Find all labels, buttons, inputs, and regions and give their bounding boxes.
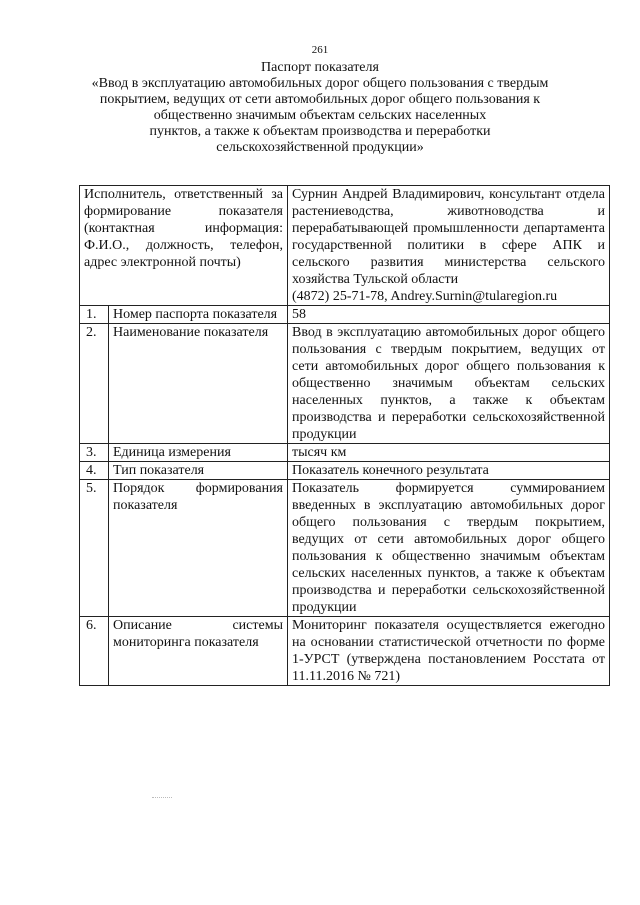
scan-artifact xyxy=(152,797,172,799)
document-title: Паспорт показателя xyxy=(261,60,379,75)
row-value: Показатель конечного результата xyxy=(288,462,610,480)
row-value: Мониторинг показателя осуществляется ежегодно на основании статистической отчетности по форме 1-УРСТ (утверждена постановлением Росстата от 11.11.2016 № 721) xyxy=(288,617,610,686)
row-number: 5. xyxy=(80,480,109,617)
row-value: Ввод в эксплуатацию автомобильных дорог общего пользования с твердым покрытием, ведущих от сети автомобильных дорог общего пользования к общественно значимым объектам сельских населенных пунктов, а также к объектам производства и переработки сельскохозяйственной продукции xyxy=(288,324,610,444)
row-label: Описание системы мониторинга показателя xyxy=(109,617,288,686)
executor-label: Исполнитель, ответственный за формирование показателя (контактная информация: Ф.И.О., должность, телефон, адрес электронной почты) xyxy=(80,186,288,306)
document-header xyxy=(80,60,560,156)
row-number: 4. xyxy=(80,462,109,480)
document-subtitle-line: покрытием, ведущих от сети автомобильных дорог общего пользования к xyxy=(99,92,541,107)
page-number: 261 xyxy=(311,44,329,56)
table-row xyxy=(80,444,610,462)
executor-contact: (4872) 25-71-78, Andrey.Surnin@tularegion.ru xyxy=(292,289,558,304)
row-number: 3. xyxy=(80,444,109,462)
table-row xyxy=(80,462,610,480)
table-row xyxy=(80,324,610,444)
table-row xyxy=(80,306,610,324)
row-label: Единица измерения xyxy=(109,444,288,462)
table-row xyxy=(80,480,610,617)
document-subtitle-line: сельскохозяйственной продукции» xyxy=(216,140,424,155)
executor-value: Сурнин Андрей Владимирович, консультант отдела растениеводства, животноводства и перерабатывающей промышленности департамента государственной политики в сфере АПК и сельского развития министерства сельского хозяйства Тульской области xyxy=(292,187,605,287)
table-row xyxy=(80,617,610,686)
row-value: тысяч км xyxy=(288,444,610,462)
row-value: Показатель формируется суммированием введенных в эксплуатацию автомобильных дорог общего пользования с твердым покрытием, ведущих от сети автомобильных дорог общего пользования к общественно значимым объектам сельских населенных пунктов, а также к объектам производства и переработки сельскохозяйственной продукции xyxy=(288,480,610,617)
row-label: Тип показателя xyxy=(109,462,288,480)
document-subtitle-line: «Ввод в эксплуатацию автомобильных дорог общего пользования с твердым xyxy=(91,76,549,91)
executor-value-cell xyxy=(288,186,610,306)
row-number: 2. xyxy=(80,324,109,444)
row-label: Наименование показателя xyxy=(109,324,288,444)
row-label: Порядок формирования показателя xyxy=(109,480,288,617)
document-subtitle-line: общественно значимым объектам сельских населенных xyxy=(153,108,487,123)
row-number: 6. xyxy=(80,617,109,686)
document-subtitle-line: пунктов, а также к объектам производства и переработки xyxy=(149,124,491,139)
table-row-executor xyxy=(80,186,610,306)
row-number: 1. xyxy=(80,306,109,324)
row-label: Номер паспорта показателя xyxy=(109,306,288,324)
row-value: 58 xyxy=(288,306,610,324)
passport-table xyxy=(79,185,610,686)
